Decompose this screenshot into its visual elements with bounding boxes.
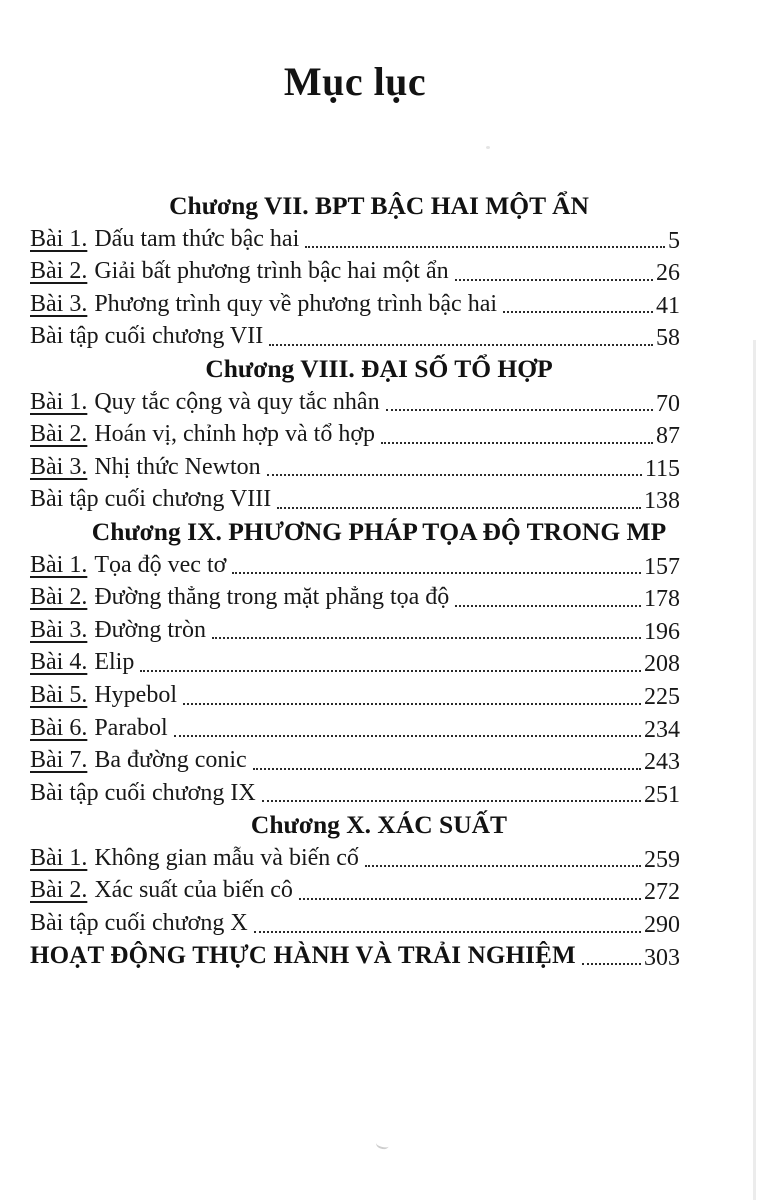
entry-title: Parabol xyxy=(94,714,168,741)
dot-leader xyxy=(305,246,665,248)
toc-entry xyxy=(30,744,680,777)
dot-leader xyxy=(455,279,653,281)
toc-entry xyxy=(30,255,680,288)
entry-label: HOẠT ĐỘNG THỰC HÀNH VÀ TRẢI NGHIỆM xyxy=(30,941,576,969)
scan-speck xyxy=(486,146,490,149)
entry-title: Phương trình quy về phương trình bậc hai xyxy=(94,290,498,317)
entry-page-number: 251 xyxy=(644,781,680,808)
toc-entry xyxy=(30,223,680,256)
toc-entry xyxy=(30,320,680,353)
toc-list xyxy=(30,190,680,972)
entry-page-number: 138 xyxy=(644,488,680,515)
entry-page-number: 290 xyxy=(644,912,680,939)
toc-entry xyxy=(30,679,680,712)
entry-label: Bài 3. xyxy=(30,453,88,480)
entry-page-number: 259 xyxy=(644,846,680,873)
dot-leader xyxy=(582,963,641,965)
entry-label: Bài 1. xyxy=(30,551,88,578)
toc-entry xyxy=(30,842,680,875)
toc-entry xyxy=(30,581,680,614)
entry-title: Hypebol xyxy=(94,681,177,708)
entry-title: Dấu tam thức bậc hai xyxy=(94,225,300,252)
dot-leader xyxy=(277,507,641,509)
entry-title: Nhị thức Newton xyxy=(94,453,261,480)
toc-entry xyxy=(30,907,680,940)
entry-title: Đường tròn xyxy=(94,616,207,643)
dot-leader xyxy=(232,572,641,574)
entry-page-number: 272 xyxy=(644,879,680,906)
entry-page-number: 26 xyxy=(656,260,680,287)
dot-leader xyxy=(253,768,641,770)
toc-entry xyxy=(30,288,680,321)
dot-leader xyxy=(140,670,641,672)
toc-entry xyxy=(30,549,680,582)
entry-page-number: 208 xyxy=(644,651,680,678)
entry-page-number: 178 xyxy=(644,586,680,613)
chapter-heading: Chương IX. PHƯƠNG PHÁP TỌA ĐỘ TRONG MP xyxy=(91,516,667,546)
chapter-heading: Chương X. XÁC SUẤT xyxy=(250,810,508,840)
dot-leader xyxy=(267,474,642,476)
entry-label: Bài 2. xyxy=(30,877,88,904)
scan-speck xyxy=(375,1139,390,1151)
entry-title: Không gian mẫu và biến cố xyxy=(94,844,359,871)
dot-leader xyxy=(174,735,641,737)
page-title: Mục lục xyxy=(283,59,427,104)
entry-label: Bài 3. xyxy=(30,290,88,317)
entry-label: Bài 1. xyxy=(30,225,88,252)
toc-entry xyxy=(30,386,680,419)
entry-title: Ba đường conic xyxy=(94,747,247,774)
entry-label: Bài 2. xyxy=(30,258,88,285)
entry-title: Tọa độ vec tơ xyxy=(94,551,227,578)
entry-page-number: 196 xyxy=(644,618,680,645)
entry-page-number: 41 xyxy=(656,292,680,319)
entry-page-number: 243 xyxy=(644,749,680,776)
dot-leader xyxy=(183,703,641,705)
entry-label: Bài 5. xyxy=(30,681,88,708)
dot-leader xyxy=(299,898,641,900)
entry-page-number: 87 xyxy=(656,423,680,450)
entry-label: Bài 4. xyxy=(30,649,88,676)
toc-entry xyxy=(30,614,680,647)
toc-entry xyxy=(30,777,680,810)
entry-page-number: 303 xyxy=(644,944,680,971)
dot-leader xyxy=(503,311,653,313)
toc-entry xyxy=(30,874,680,907)
entry-label: Bài 6. xyxy=(30,714,88,741)
toc-entry xyxy=(30,418,680,451)
entry-page-number: 234 xyxy=(644,716,680,743)
entry-page-number: 5 xyxy=(668,227,680,254)
entry-title: Hoán vị, chỉnh hợp và tổ hợp xyxy=(94,421,376,448)
entry-label: Bài tập cuối chương X xyxy=(30,910,248,937)
dot-leader xyxy=(269,344,653,346)
toc-entry xyxy=(30,940,680,973)
entry-label: Bài tập cuối chương VII xyxy=(30,323,264,350)
dot-leader xyxy=(262,800,641,802)
entry-label: Bài 1. xyxy=(30,388,88,415)
dot-leader xyxy=(381,442,653,444)
dot-leader xyxy=(212,637,641,639)
chapter-heading: Chương VII. BPT BẬC HAI MỘT ẨN xyxy=(169,191,589,220)
entry-label: Bài 7. xyxy=(30,747,88,774)
entry-page-number: 157 xyxy=(644,553,680,580)
chapter-heading: Chương VIII. ĐẠI SỐ TỔ HỢP xyxy=(205,353,553,383)
entry-title: Quy tắc cộng và quy tắc nhân xyxy=(94,388,380,415)
toc-entry xyxy=(30,646,680,679)
entry-page-number: 115 xyxy=(644,455,680,482)
entry-label: Bài 2. xyxy=(30,421,88,448)
toc-entry xyxy=(30,483,680,516)
dot-leader xyxy=(365,865,641,867)
toc-entry xyxy=(30,451,680,484)
toc-entry xyxy=(30,712,680,745)
entry-page-number: 70 xyxy=(656,390,680,417)
entry-label: Bài tập cuối chương VIII xyxy=(30,486,272,513)
entry-page-number: 58 xyxy=(656,325,680,352)
entry-page-number: 225 xyxy=(644,683,680,710)
dot-leader xyxy=(254,931,641,933)
scan-edge-shadow xyxy=(753,340,756,1200)
entry-label: Bài tập cuối chương IX xyxy=(30,779,256,806)
entry-title: Elip xyxy=(94,649,135,676)
dot-leader xyxy=(386,409,653,411)
entry-label: Bài 1. xyxy=(30,844,88,871)
entry-title: Xác suất của biến cô xyxy=(94,877,293,904)
entry-title: Đường thẳng trong mặt phẳng tọa độ xyxy=(94,584,450,611)
dot-leader xyxy=(455,605,641,607)
entry-label: Bài 2. xyxy=(30,584,88,611)
entry-title: Giải bất phương trình bậc hai một ẩn xyxy=(94,258,449,285)
page-content xyxy=(30,0,680,972)
entry-label: Bài 3. xyxy=(30,616,88,643)
